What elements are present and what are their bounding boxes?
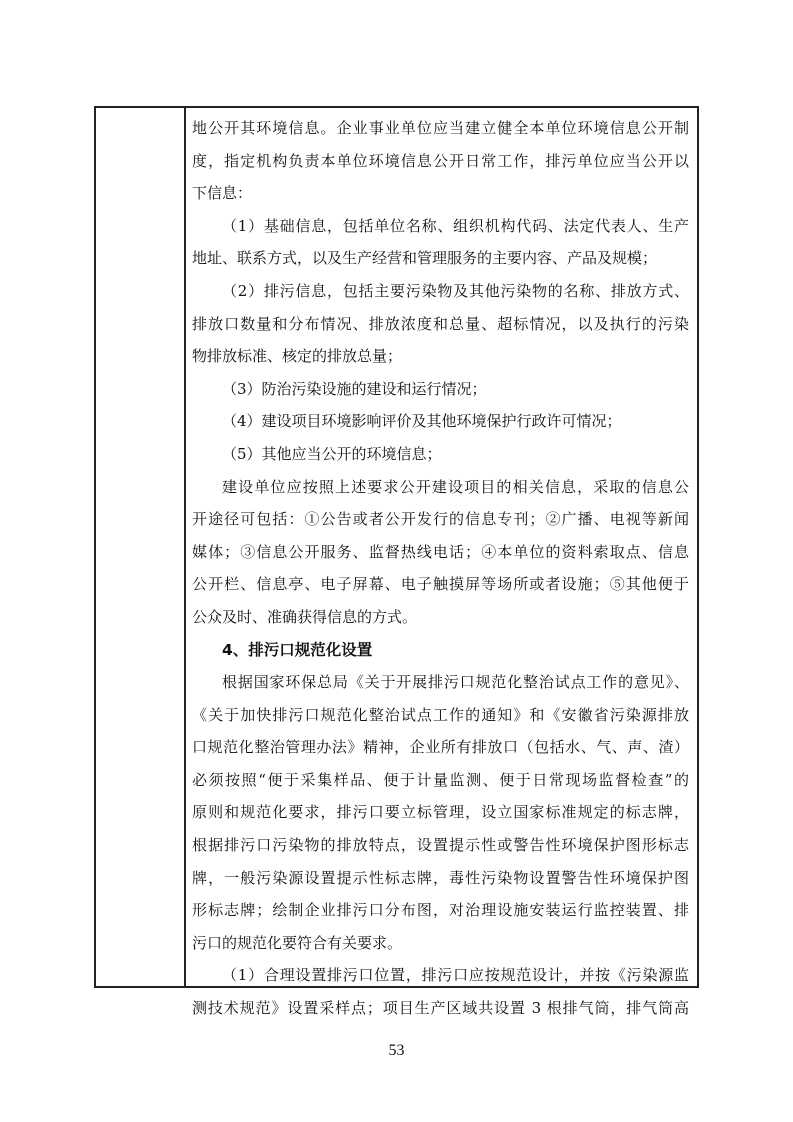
paragraph-line: 《关于加快排污口规范化整治试点工作的通知》和《安徽省污染源排放 bbox=[192, 705, 689, 724]
text-line: 地址、联系方式，以及生产经营和管理服务的主要内容、产品及规模； bbox=[192, 249, 658, 268]
page-number: 53 bbox=[388, 1042, 405, 1059]
paragraph-line: 必须按照“便于采集样品、便于计量监测、便于日常现场监督检查”的 bbox=[192, 770, 689, 789]
paragraph-line: 口规范化整治管理办法》精神，企业所有排放口（包括水、气、声、渣） bbox=[192, 738, 689, 757]
list-item-3: （3）防治污染设施的建设和运行情况； bbox=[222, 379, 487, 398]
paragraph-line: 根据排污口污染物的排放特点，设置提示性或警告性环境保护图形标志 bbox=[192, 836, 689, 855]
paragraph-line: 开途径可包括：①公告或者公开发行的信息专刊；②广播、电视等新闻 bbox=[192, 510, 689, 529]
section-heading: 4、排污口规范化设置 bbox=[222, 640, 373, 659]
paragraph-line: 媒体；③信息公开服务、监督热线电话；④本单位的资料索取点、信息 bbox=[192, 542, 689, 561]
paragraph-line: 原则和规范化要求，排污口要立标管理，设立国家标准规定的标志牌， bbox=[192, 803, 689, 822]
paragraph-line: 污口的规范化要符合有关要求。 bbox=[192, 933, 403, 952]
list-item-5: （5）其他应当公开的环境信息； bbox=[222, 444, 442, 463]
list-item-4: （4）建设项目环境影响评价及其他环境保护行政许可情况； bbox=[222, 412, 622, 431]
list-item-1: （1）基础信息，包括单位名称、组织机构代码、法定代表人、生产 bbox=[222, 216, 689, 235]
text-line: 排放口数量和分布情况、排放浓度和总量、超标情况，以及执行的污染 bbox=[192, 314, 689, 333]
paragraph-line: （1）合理设置排污口位置，排污口应按规范设计，并按《污染源监 bbox=[222, 966, 689, 985]
paragraph-line: 根据国家环保总局《关于开展排污口规范化整治试点工作的意见》、 bbox=[222, 673, 689, 692]
text-line: 下信息： bbox=[192, 184, 253, 203]
column-divider bbox=[184, 106, 186, 988]
paragraph-line: 测技术规范》设置采样点；项目生产区域共设置 3 根排气筒，排气筒高 bbox=[192, 999, 689, 1018]
paragraph-line: 建设单位应按照上述要求公开建设项目的相关信息，采取的信息公 bbox=[222, 477, 689, 496]
table-content-cell bbox=[192, 112, 689, 1025]
paragraph-line: 公开栏、信息亭、电子屏幕、电子触摸屏等场所或者设施；⑤其他便于 bbox=[192, 575, 689, 594]
text-line: 度，指定机构负责本单位环境信息公开日常工作，排污单位应当公开以 bbox=[192, 151, 689, 170]
list-item-2: （2）排污信息，包括主要污染物及其他污染物的名称、排放方式、 bbox=[222, 281, 689, 300]
paragraph-line: 公众及时、准确获得信息的方式。 bbox=[192, 607, 418, 626]
paragraph-line: 牌，一般污染源设置提示性标志牌，毒性污染物设置警告性环境保护图 bbox=[192, 868, 689, 887]
paragraph-line: 形标志牌；绘制企业排污口分布图，对治理设施安装运行监控装置、排 bbox=[192, 901, 689, 920]
text-line: 地公开其环境信息。企业事业单位应当建立健全本单位环境信息公开制 bbox=[192, 119, 689, 137]
text-line: 物排放标准、核定的排放总量； bbox=[192, 347, 403, 366]
